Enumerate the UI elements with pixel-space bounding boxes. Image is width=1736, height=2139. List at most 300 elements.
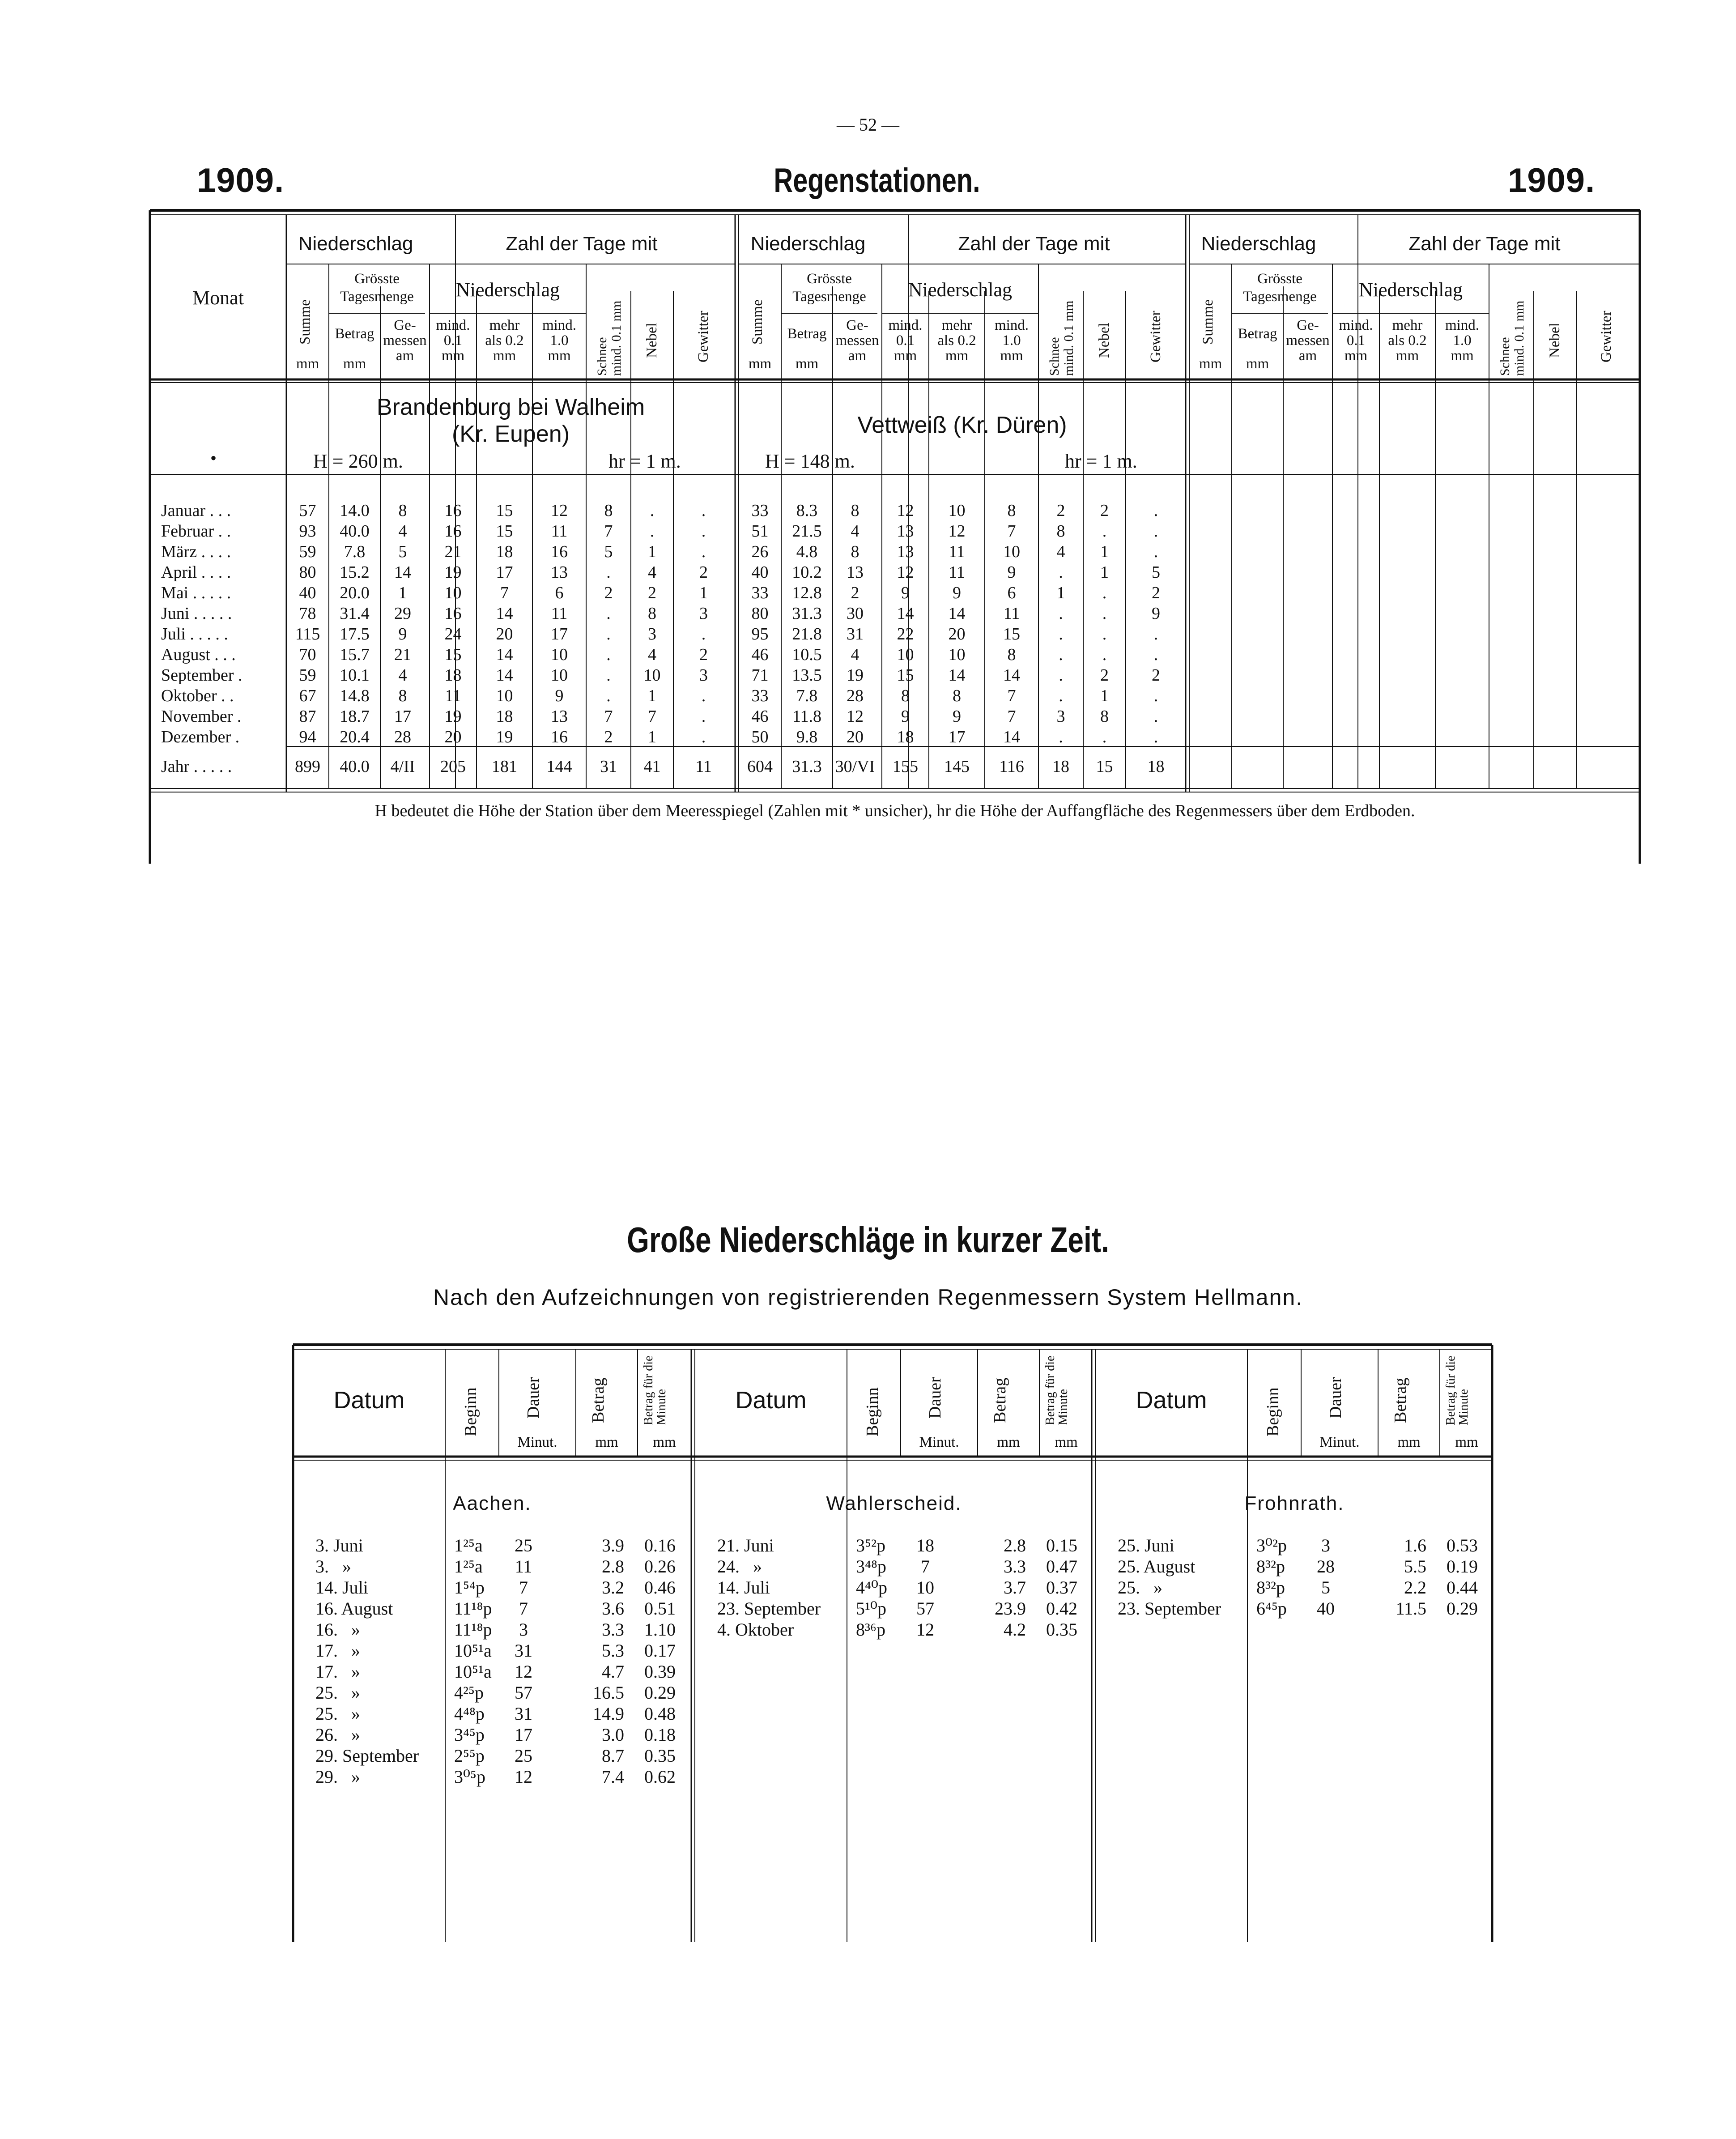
cell-schnee: . (606, 625, 611, 643)
cell-mehr02: 18 (496, 542, 513, 561)
cell-am: 8 (851, 542, 859, 561)
cell-summe: 80 (751, 604, 769, 623)
cell-summe: 67 (299, 686, 316, 705)
cell-mehr02: 14 (948, 604, 966, 623)
cell-gewitter: 11 (695, 757, 712, 776)
cell-schnee: 4 (1056, 542, 1065, 561)
header-mm2: mm (653, 1434, 676, 1450)
month-label: Juli . . . . . (161, 625, 228, 643)
cell-mehr02: 17 (496, 563, 513, 582)
cell-betrag: 15.7 (340, 645, 370, 664)
cell-schnee: . (606, 563, 611, 582)
cell-mind01: 24 (444, 625, 462, 643)
station2-name: Frohnrath. (1244, 1492, 1345, 1514)
header-niederschlag-sub: Niederschlag (908, 279, 1013, 301)
header-niederschlag: Niederschlag (1201, 233, 1316, 255)
cell-schnee: . (606, 686, 611, 705)
cell-betrag: 10.5 (792, 645, 822, 664)
cell-gewitter: . (701, 686, 706, 705)
cell-summe: 78 (299, 604, 316, 623)
cell-betrag: 9.8 (796, 728, 818, 746)
cell-am: 2 (851, 584, 859, 602)
cell-mind01: 12 (897, 501, 914, 520)
cell-mind10: 15 (1003, 625, 1020, 643)
cell-summe: 115 (295, 625, 320, 643)
cell-mind10: 11 (551, 522, 568, 541)
cell-gewitter: . (1153, 501, 1158, 520)
cell-summe: 94 (299, 728, 316, 746)
station-name-brandenburg: Brandenburg bei Walheim (376, 394, 645, 420)
cell-gewitter: 18 (1147, 757, 1165, 776)
column-beginn: 1²⁵a 1²⁵a 1⁵⁴p 11¹⁸p 11¹⁸p 10⁵¹a 10⁵¹a 4²⁵p 4⁴⁸p 3⁴⁵p 2⁵⁵p 3⁰⁵p (454, 1535, 492, 1787)
header-nebel: Nebel (644, 323, 660, 358)
cell-schnee: 7 (604, 522, 613, 541)
cell-gewitter: 2 (699, 563, 708, 582)
header-dauer: Dauer (1326, 1377, 1345, 1419)
cell-mind10: 10 (551, 666, 568, 685)
cell-gewitter: . (701, 501, 706, 520)
cell-gewitter: 2 (1152, 584, 1160, 602)
cell-gewitter: . (1153, 542, 1158, 561)
header-niederschlag: Niederschlag (750, 233, 866, 255)
month-label: Mai . . . . . (161, 584, 231, 602)
cell-schnee: 1 (1056, 584, 1065, 602)
cell-mind01: 19 (444, 563, 462, 582)
cell-gewitter: . (1153, 686, 1158, 705)
header-betrag-unit: mm (795, 356, 819, 372)
cell-mehr02: 15 (496, 522, 513, 541)
station-height-vettweiss: H = 148 m. (765, 450, 855, 472)
cell-betrag: 12.8 (792, 584, 822, 602)
column-datum: 25. Juni 25. August 25. » 23. September (1118, 1535, 1221, 1619)
cell-mind10: 9 (555, 686, 564, 705)
header-datum: Datum (1136, 1387, 1207, 1414)
cell-mehr02: 10 (948, 501, 966, 520)
column-dauer: 3 28 5 40 (1317, 1535, 1335, 1619)
column-betrag: 2.8 3.3 3.7 23.9 4.2 (995, 1535, 1026, 1640)
header-datum: Datum (333, 1387, 405, 1414)
cell-am: 4 (851, 522, 859, 541)
cell-summe: 80 (299, 563, 316, 582)
header-mind-01: mind. 0.1 mm (888, 317, 923, 364)
cell-schnee: . (1059, 666, 1063, 685)
cell-summe: 899 (295, 757, 320, 776)
cell-mind01: 13 (897, 522, 914, 541)
header-betrag: Betrag (1391, 1377, 1410, 1423)
cell-am: 28 (847, 686, 864, 705)
cell-gewitter: . (1153, 625, 1158, 643)
header-mehr-02: mehr als 0.2 mm (1388, 317, 1427, 364)
header-betrag: Betrag (787, 326, 827, 342)
cell-mehr02: 11 (949, 563, 965, 582)
cell-am: 17 (394, 707, 411, 726)
cell-gewitter: . (1153, 728, 1158, 746)
cell-gewitter: 3 (699, 666, 708, 685)
cell-am: 1 (398, 584, 407, 602)
month-label: Januar . . . (161, 501, 231, 520)
header-zahl-der-tage: Zahl der Tage mit (506, 233, 658, 255)
cell-am: 28 (394, 728, 411, 746)
cell-gewitter: . (701, 625, 706, 643)
cell-mind10: 16 (551, 728, 568, 746)
cell-betrag: 40.0 (340, 522, 370, 541)
cell-gewitter: . (1153, 645, 1158, 664)
cell-am: 30/VI (835, 757, 875, 776)
cell-mind01: 19 (444, 707, 462, 726)
month-label: April . . . . (161, 563, 231, 582)
cell-betrag: 11.8 (792, 707, 822, 726)
cell-schnee: 7 (604, 707, 613, 726)
header-minut: Minut. (1319, 1434, 1360, 1450)
header-betrag-minute: Betrag für die Minute (1444, 1355, 1471, 1425)
cell-summe: 40 (751, 563, 769, 582)
cell-mind10: 11 (551, 604, 568, 623)
cell-mind01: 8 (901, 686, 910, 705)
year-right: 1909. (1508, 162, 1596, 200)
cell-summe: 51 (751, 522, 769, 541)
cell-nebel: . (1102, 522, 1107, 541)
cell-nebel: 41 (643, 757, 661, 776)
header-dauer: Dauer (524, 1377, 543, 1419)
cell-betrag: 21.8 (792, 625, 822, 643)
cell-schnee: 8 (1056, 522, 1065, 541)
cell-nebel: 2 (648, 584, 656, 602)
header-mm: mm (1397, 1434, 1421, 1450)
cell-mind01: 155 (893, 757, 918, 776)
station-hr-vettweiss: hr = 1 m. (1065, 450, 1137, 472)
cell-betrag: 10.1 (340, 666, 370, 685)
header-mind-10: mind. 1.0 mm (994, 317, 1029, 364)
cell-summe: 46 (751, 707, 769, 726)
column-beginn: 3⁵²p 3⁴⁸p 4⁴⁰p 5¹⁰p 8³⁶p (856, 1535, 887, 1640)
station-name-vettweiss: Vettweiß (Kr. Düren) (857, 412, 1067, 438)
cell-am: 31 (847, 625, 864, 643)
cell-betrag: 31.4 (340, 604, 370, 623)
column-betrag-minute: 0.15 0.47 0.37 0.42 0.35 (1046, 1535, 1077, 1640)
column-datum: 3. Juni 3. » 14. Juli 16. August 16. » 17. » 17. » 25. » 25. » 26. » 29. September 29. » (315, 1535, 419, 1787)
header-mind-10: mind. 1.0 mm (542, 317, 577, 364)
header-groesste: Grösste (354, 271, 400, 287)
cell-mind10: 14 (1003, 666, 1020, 685)
column-beginn: 3⁰²p 8³²p 8³²p 6⁴⁵p (1256, 1535, 1287, 1619)
cell-gewitter: . (701, 707, 706, 726)
cell-nebel: 1 (648, 686, 656, 705)
cell-nebel: 4 (648, 645, 656, 664)
cell-summe: 33 (751, 501, 769, 520)
cell-am: 20 (847, 728, 864, 746)
cell-gewitter: 2 (699, 645, 708, 664)
cell-mind01: 16 (444, 501, 462, 520)
cell-mind01: 16 (444, 522, 462, 541)
cell-schnee: . (1059, 686, 1063, 705)
cell-summe: 46 (751, 645, 769, 664)
cell-mehr02: 145 (944, 757, 970, 776)
cell-nebel: . (1102, 584, 1107, 602)
cell-summe: 87 (299, 707, 316, 726)
station-marker: • (210, 448, 217, 468)
cell-mind01: 10 (897, 645, 914, 664)
header-tagesmenge: Tagesmenge (1243, 289, 1317, 305)
header-dauer: Dauer (926, 1377, 945, 1419)
cell-summe: 604 (747, 757, 773, 776)
cell-gewitter: 5 (1152, 563, 1160, 582)
station-sub-brandenburg: (Kr. Eupen) (451, 421, 570, 447)
cell-schnee: 2 (604, 584, 613, 602)
cell-summe: 33 (751, 686, 769, 705)
column-betrag-minute: 0.16 0.26 0.46 0.51 1.10 0.17 0.39 0.29 0.48 0.18 0.35 0.62 (644, 1535, 676, 1787)
station2-name: Aachen. (453, 1492, 532, 1514)
cell-mind01: 20 (444, 728, 462, 746)
month-label: Juni . . . . . (161, 604, 232, 623)
cell-betrag: 31.3 (792, 604, 822, 623)
section2-subtitle: Nach den Aufzeichnungen von registrierenden Regenmessern System Hellmann. (433, 1285, 1303, 1310)
cell-mind01: 9 (901, 584, 910, 602)
cell-betrag: 7.8 (796, 686, 818, 705)
cell-am: 8 (851, 501, 859, 520)
cell-betrag: 40.0 (340, 757, 370, 776)
cell-betrag: 7.8 (344, 542, 366, 561)
cell-am: 19 (847, 666, 864, 685)
cell-schnee: . (606, 645, 611, 664)
cell-mind10: 10 (551, 645, 568, 664)
header-betrag-unit: mm (1246, 356, 1269, 372)
cell-mehr02: 11 (949, 542, 965, 561)
cell-betrag: 18.7 (340, 707, 370, 726)
cell-mind10: 6 (555, 584, 564, 602)
header-betrag-unit: mm (343, 356, 366, 372)
cell-mind10: 16 (551, 542, 568, 561)
month-label: März . . . . (161, 542, 231, 561)
cell-mind10: 9 (1007, 563, 1016, 582)
cell-betrag: 20.4 (340, 728, 370, 746)
cell-mind01: 10 (444, 584, 462, 602)
cell-schnee: 2 (1056, 501, 1065, 520)
cell-schnee: 2 (604, 728, 613, 746)
header-tagesmenge: Tagesmenge (340, 289, 414, 305)
cell-mind10: 13 (551, 707, 568, 726)
year-left: 1909. (197, 162, 285, 200)
header-mm: mm (595, 1434, 618, 1450)
table-footnote: H bedeutet die Höhe der Station über dem Meeresspiegel (Zahlen mit * unsicher), hr die Höhe der Auffangfläche des Regenmessers über dem Erdboden. (374, 801, 1415, 820)
cell-summe: 26 (751, 542, 769, 561)
page-title: Regenstationen. (774, 162, 980, 200)
cell-mind10: 13 (551, 563, 568, 582)
cell-gewitter: . (1153, 522, 1158, 541)
cell-nebel: 2 (1100, 501, 1109, 520)
month-label: Dezember . (161, 728, 240, 746)
cell-am: 30 (847, 604, 864, 623)
header-betrag-minute: Betrag für die Minute (642, 1355, 668, 1425)
header-niederschlag-sub: Niederschlag (455, 279, 560, 301)
cell-am: 14 (394, 563, 411, 582)
cell-mind10: 11 (1003, 604, 1020, 623)
cell-am: 21 (394, 645, 411, 664)
header-betrag: Betrag (991, 1377, 1009, 1423)
cell-summe: 50 (751, 728, 769, 746)
station-hr-brandenburg: hr = 1 m. (608, 450, 681, 472)
cell-schnee: 3 (1056, 707, 1065, 726)
header-nebel: Nebel (1547, 323, 1563, 358)
cell-mehr02: 8 (953, 686, 961, 705)
cell-mind01: 18 (897, 728, 914, 746)
cell-am: 9 (398, 625, 407, 643)
header-gewitter: Gewitter (695, 311, 711, 362)
header-nebel: Nebel (1096, 323, 1112, 358)
header-mind-01: mind. 0.1 mm (436, 317, 470, 364)
cell-schnee: . (1059, 625, 1063, 643)
cell-mind01: 15 (897, 666, 914, 685)
header-monat: Monat (192, 287, 244, 309)
header-gemessen-am: Ge- messen am (835, 317, 879, 364)
cell-mehr02: 10 (496, 686, 513, 705)
cell-am: 5 (398, 542, 407, 561)
cell-betrag: 17.5 (340, 625, 370, 643)
header-schnee: Schnee mind. 0.1 mm (595, 300, 624, 376)
cell-am: 4 (398, 666, 407, 685)
cell-mehr02: 15 (496, 501, 513, 520)
cell-gewitter: . (701, 728, 706, 746)
cell-mind01: 11 (445, 686, 461, 705)
month-label: Oktober . . (161, 686, 234, 705)
cell-mind01: 9 (901, 707, 910, 726)
cell-mehr02: 14 (496, 666, 513, 685)
cell-mind01: 22 (897, 625, 914, 643)
cell-am: 4 (851, 645, 859, 664)
cell-mind10: 14 (1003, 728, 1020, 746)
header-niederschlag: Niederschlag (298, 233, 413, 255)
cell-mind01: 14 (897, 604, 914, 623)
cell-gewitter: . (701, 542, 706, 561)
cell-mind10: 116 (999, 757, 1024, 776)
column-dauer: 18 7 10 57 12 (916, 1535, 934, 1640)
cell-mehr02: 18 (496, 707, 513, 726)
header-summe: Summe (749, 299, 766, 345)
header-gemessen-am: Ge- messen am (1286, 317, 1330, 364)
cell-summe: 95 (751, 625, 769, 643)
cell-mind01: 21 (444, 542, 462, 561)
cell-nebel: . (1102, 645, 1107, 664)
cell-betrag: 4.8 (796, 542, 818, 561)
cell-nebel: 1 (1100, 542, 1109, 561)
cell-betrag: 14.0 (340, 501, 370, 520)
cell-nebel: 8 (1100, 707, 1109, 726)
cell-am: 12 (847, 707, 864, 726)
header-summe: Summe (297, 299, 313, 345)
page-number: — 52 — (837, 115, 899, 135)
header-mehr-02: mehr als 0.2 mm (485, 317, 524, 364)
header-mm: mm (997, 1434, 1020, 1450)
cell-nebel: 1 (1100, 686, 1109, 705)
cell-schnee: . (1059, 728, 1063, 746)
header-mm2: mm (1055, 1434, 1078, 1450)
station2-name: Wahlerscheid. (826, 1492, 962, 1514)
header-schnee: Schnee mind. 0.1 mm (1498, 300, 1527, 376)
header-zahl-der-tage: Zahl der Tage mit (958, 233, 1110, 255)
cell-am: 8 (398, 501, 407, 520)
cell-betrag: 15.2 (340, 563, 370, 582)
cell-mind01: 205 (440, 757, 466, 776)
cell-nebel: . (1102, 625, 1107, 643)
cell-gewitter: 9 (1152, 604, 1160, 623)
header-niederschlag-sub: Niederschlag (1358, 279, 1463, 301)
cell-mind01: 18 (444, 666, 462, 685)
cell-summe: 59 (299, 666, 316, 685)
cell-mind10: 8 (1007, 645, 1016, 664)
cell-mind10: 7 (1007, 686, 1016, 705)
month-label: August . . . (161, 645, 236, 664)
column-datum: 21. Juni 24. » 14. Juli 23. September 4. Oktober (717, 1535, 821, 1640)
cell-schnee: . (606, 666, 611, 685)
cell-schnee: . (606, 604, 611, 623)
cell-betrag: 13.5 (792, 666, 822, 685)
cell-nebel: 8 (648, 604, 656, 623)
cell-mind10: 8 (1007, 501, 1016, 520)
header-beginn: Beginn (461, 1387, 480, 1436)
header-gewitter: Gewitter (1148, 311, 1164, 362)
header-minut: Minut. (517, 1434, 557, 1450)
cell-mehr02: 10 (948, 645, 966, 664)
month-label: September . (161, 666, 243, 685)
cell-nebel: 1 (648, 542, 656, 561)
cell-mehr02: 14 (496, 645, 513, 664)
header-tagesmenge: Tagesmenge (792, 289, 866, 305)
cell-betrag: 14.8 (340, 686, 370, 705)
cell-am: 13 (847, 563, 864, 582)
cell-mehr02: 14 (496, 604, 513, 623)
header-beginn: Beginn (863, 1387, 882, 1436)
cell-nebel: 1 (648, 728, 656, 746)
station-height-brandenburg: H = 260 m. (313, 450, 403, 472)
column-betrag: 1.6 5.5 2.2 11.5 (1396, 1535, 1426, 1619)
header-mm2: mm (1455, 1434, 1478, 1450)
cell-am: 8 (398, 686, 407, 705)
cell-betrag: 20.0 (340, 584, 370, 602)
header-zahl-der-tage: Zahl der Tage mit (1408, 233, 1561, 255)
header-mind-10: mind. 1.0 mm (1445, 317, 1480, 364)
cell-gewitter: . (1153, 707, 1158, 726)
cell-gewitter: . (701, 522, 706, 541)
cell-schnee: 8 (604, 501, 613, 520)
cell-mehr02: 9 (953, 707, 961, 726)
cell-mehr02: 7 (500, 584, 509, 602)
cell-schnee: 18 (1052, 757, 1069, 776)
cell-mehr02: 12 (948, 522, 966, 541)
cell-mehr02: 19 (496, 728, 513, 746)
header-gewitter: Gewitter (1598, 311, 1614, 362)
cell-summe: 70 (299, 645, 316, 664)
header-schnee: Schnee mind. 0.1 mm (1047, 300, 1076, 376)
month-label: Jahr . . . . . (161, 757, 232, 776)
month-label: November . (161, 707, 242, 726)
cell-summe: 71 (751, 666, 769, 685)
column-dauer: 25 11 7 7 3 31 12 57 31 17 25 12 (515, 1535, 532, 1787)
cell-summe: 40 (299, 584, 316, 602)
header-summe-unit: mm (1199, 356, 1222, 372)
header-groesste: Grösste (807, 271, 852, 287)
cell-summe: 57 (299, 501, 316, 520)
header-betrag-minute: Betrag für die Minute (1043, 1355, 1070, 1425)
header-gemessen-am: Ge- messen am (383, 317, 427, 364)
cell-mind01: 15 (444, 645, 462, 664)
cell-nebel: 4 (648, 563, 656, 582)
cell-nebel: . (1102, 604, 1107, 623)
cell-am: 29 (394, 604, 411, 623)
cell-mehr02: 20 (948, 625, 966, 643)
cell-mind10: 7 (1007, 707, 1016, 726)
cell-mind10: 6 (1007, 584, 1016, 602)
cell-mind10: 7 (1007, 522, 1016, 541)
cell-gewitter: 2 (1152, 666, 1160, 685)
